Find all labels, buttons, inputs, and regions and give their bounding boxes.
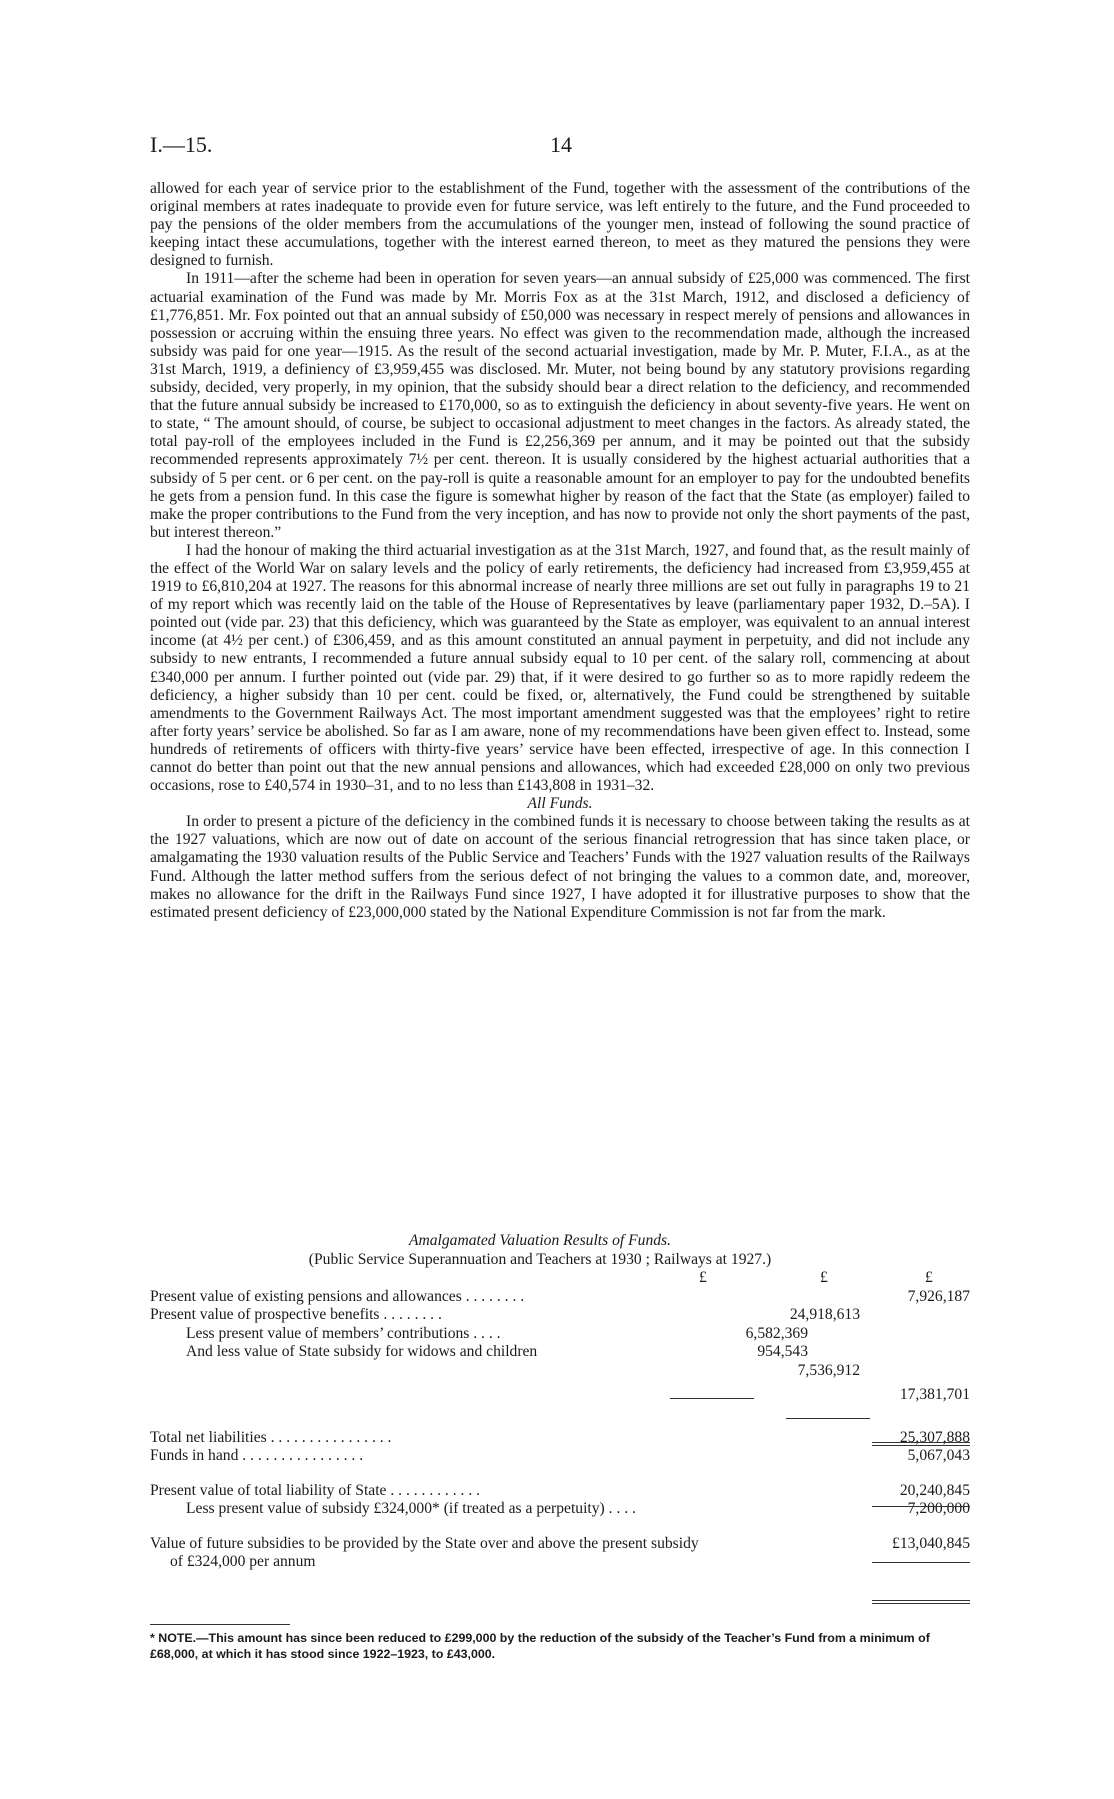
table-row-pv-subsidy: Less present value of subsidy £324,000* (if treated as a perpetuity) . . . . 7,200,000	[186, 1500, 970, 1517]
table-row-funds-in-hand: Funds in hand . . . . . . . . . . . . . . . . 5,067,043	[150, 1447, 970, 1464]
table-row-subtotal-col3: 17,381,701	[899, 1386, 970, 1403]
footnote-divider	[150, 1624, 290, 1625]
rule-under-funds-in-hand	[872, 1506, 970, 1507]
rule-under-pv-subsidy	[872, 1562, 970, 1563]
page-number: 14	[550, 132, 572, 157]
table-title: Amalgamated Valuation Results of Funds.	[408, 1232, 672, 1249]
currency-col2: £	[820, 1269, 828, 1286]
paragraph-2: In 1911—after the scheme had been in operation for seven years—an annual subsidy of £25,000 was commenced. The first actuarial examination of the Fund was made by Mr. Morris Fox as at the 31st March, 1912, and disclosed a deficiency of £1,776,851. Mr. Fox pointed out that an annual subsidy of £50,000 was necessary in respect merely of pensions and allowances in possession or accruing within the ensuing three years. No effect was given to the recommendation made, although the increased subsidy was paid for one year—1915. As the result of the second actuarial investigation, made by Mr. P. Muter, F.I.A., as at the 31st March, 1919, a definiency of £3,959,455 was disclosed. Mr. Muter, not being bound by any statutory provisions regarding subsidy, decided, very properly, in my opinion, that the subsidy should bear a direct relation to the deficiency, and recommended that the future annual subsidy be increased to £170,000, so as to extinguish the deficiency in about seventy-five years. He went on to state, “ The amount should, of course, be subject to occasional adjustment to meet changes in the factors. As already stated, the total pay-roll of the employees included in the Fund is £2,256,369 per annum, and it may be pointed out that the subsidy recommended represents approximately 7½ per cent. thereon. It is usually considered by the highest actuarial authorities that a subsidy of 5 per cent. or 6 per cent. on the pay-roll is quite a reasonable amount for an employer to pay for the undoubted benefits he gets from a pension fund. In this case the figure is somewhat higher by reason of the fact that the State (as employer) failed to make the proper contributions to the Fund from the very inception, and has now to provide not only the short payments of the past, but interest thereon.”	[150, 270, 970, 541]
valuation-table	[150, 1232, 970, 1572]
table-row-members-contributions: Less present value of members’ contributions . . . . 6,582,369	[186, 1324, 808, 1342]
paragraph-3: I had the honour of making the third actuarial investigation as at the 31st March, 1927, and found that, as the result mainly of the effect of the World War on salary levels and the policy of early retirements, the deficiency had increased from £3,959,455 at 1919 to £6,810,204 at 1927. The reasons for this abnormal increase of nearly three millions are set out fully in paragraphs 19 to 21 of my report which was recently laid on the table of the House of Representatives by leave (parliamentary paper 1932, D.–5A). I pointed out (vide par. 23) that this deficiency, which was guaranteed by the State as employer, was equivalent to an annual interest income (at 4½ per cent.) of £306,459, and as this amount constituted an annual payment in perpetuity, and did not include any subsidy to new entrants, I recommended a future annual subsidy equal to 10 per cent. of the salary roll, commencing at about £340,000 per annum. I further pointed out (vide par. 29) that, if it were desired to go further so as to more rapidly redeem the deficiency, a higher subsidy than 10 per cent. could be fixed, or, alternatively, the Fund could be strengthened by suitable amendments to the Government Railways Act. The most important amendment suggested was that the employees’ right to retire after forty years’ service be abolished. So far as I am aware, none of my recommendations have been given effect to. Instead, some hundreds of retirements of officers with thirty-five years’ service have been effected, irrespective of age. In this connection I cannot do better than point out that the new annual pensions and allowances, which had exceeded £28,000 on only two previous occasions, rose to £40,574 in 1930–31, and to no less than £143,808 in 1931–32.	[150, 541, 970, 795]
footnote: * NOTE.—This amount has since been reduced to £299,000 by the reduction of the subsidy of the Teacher’s Fund from a minimum of £68,000, at which it has stood since 1922–1923, to £43,000.	[150, 1631, 930, 1661]
currency-col3: £	[925, 1269, 933, 1286]
document-reference: I.—15.	[150, 132, 213, 157]
section-heading: All Funds.	[527, 795, 593, 813]
table-row-prospective-benefits: Present value of prospective benefits . . . . . . . . 24,918,613	[150, 1306, 860, 1323]
rule-under-col1	[670, 1398, 754, 1399]
table-row-future-subsidies: Value of future subsidies to be provided by the State over and above the present subsidy £13,040,845	[150, 1534, 970, 1552]
table-row-state-subsidy-widows: And less value of State subsidy for widows and children 954,543	[186, 1343, 808, 1360]
table-subtitle: (Public Service Superannuation and Teachers at 1930 ; Railways at 1927.)	[308, 1250, 772, 1268]
paragraph-4: In order to present a picture of the deficiency in the combined funds it is necessary to choose between taking the results as at the 1927 valuations, which are now out of date on account of the serious financial retrogression that has since taken place, or amalgamating the 1930 valuation results of the Public Service and Teachers’ Funds with the 1927 valuation results of the Railways Fund. Although the latter method suffers from the serious defect of not bringing the values to a common date, and, moreover, makes no allowance for the drift in the Railways Fund since 1927, I have adopted it for illustrative purposes to show that the estimated present deficiency of £23,000,000 stated by the National Expenditure Commission is not far from the mark.	[150, 813, 970, 921]
table-row-total-net-liabilities: Total net liabilities . . . . . . . . . . . . . . . . 25,307,888	[150, 1428, 970, 1446]
table-row-future-subsidies-cont: of £324,000 per annum	[170, 1553, 316, 1570]
table-row-existing-pensions: Present value of existing pensions and allowances . . . . . . . . 7,926,187	[150, 1287, 970, 1305]
table-row-subtotal-col2: 7,536,912	[797, 1361, 860, 1379]
rule-under-col2	[786, 1418, 870, 1419]
double-rule-under-subtotal	[872, 1442, 970, 1446]
page-header	[150, 132, 970, 156]
double-rule-under-total	[872, 1600, 970, 1604]
paragraph-1: allowed for each year of service prior to the establishment of the Fund, together with the assessment of the contributions of the original members at rates inadequate to provide even for future service, was left entirely to the future, and the Fund proceeded to pay the pensions of the older members from the accumulations of the younger men, instead of following the sound practice of keeping intact these accumulations, together with the interest earned thereon, to meet as they matured the pensions they were designed to furnish.	[150, 180, 970, 270]
currency-header-row	[150, 1269, 970, 1288]
currency-col1: £	[699, 1269, 707, 1286]
body-text	[150, 180, 970, 922]
table-row-pv-total-liability: Present value of total liability of State . . . . . . . . . . . . 20,240,845	[150, 1481, 970, 1499]
